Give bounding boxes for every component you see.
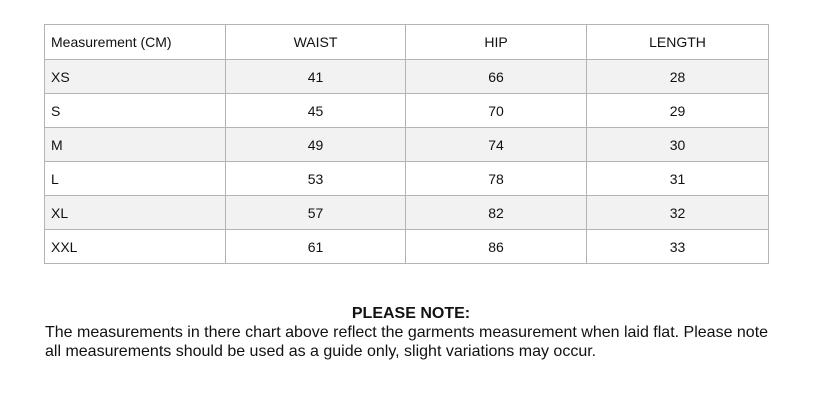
note-section: [45, 304, 775, 361]
size-cell: XL: [45, 196, 226, 230]
size-cell: XXL: [45, 230, 226, 264]
table-row: [45, 162, 769, 196]
length-cell: 32: [587, 196, 769, 230]
table-row: [45, 60, 769, 94]
waist-cell: 45: [226, 94, 406, 128]
hip-cell: 66: [406, 60, 587, 94]
waist-cell: 53: [226, 162, 406, 196]
note-body: The measurements in there chart above reflect the garments measurement when laid flat. Please note all measurements should be used as a guide only, slight variations may occur.: [45, 324, 769, 360]
length-cell: 33: [587, 230, 769, 264]
hip-cell: 78: [406, 162, 587, 196]
waist-cell: 57: [226, 196, 406, 230]
length-cell: 31: [587, 162, 769, 196]
waist-cell: 41: [226, 60, 406, 94]
table-row: [45, 196, 769, 230]
header-hip: HIP: [406, 25, 587, 60]
note-title: PLEASE NOTE:: [351, 305, 471, 322]
size-cell: L: [45, 162, 226, 196]
length-cell: 28: [587, 60, 769, 94]
size-cell: M: [45, 128, 226, 162]
waist-cell: 49: [226, 128, 406, 162]
table-body: [45, 60, 769, 264]
size-cell: S: [45, 94, 226, 128]
header-measurement: Measurement (CM): [45, 25, 226, 60]
size-cell: XS: [45, 60, 226, 94]
hip-cell: 74: [406, 128, 587, 162]
table-row: [45, 230, 769, 264]
table-row: [45, 128, 769, 162]
header-length: LENGTH: [587, 25, 769, 60]
table-row: [45, 94, 769, 128]
hip-cell: 70: [406, 94, 587, 128]
waist-cell: 61: [226, 230, 406, 264]
length-cell: 30: [587, 128, 769, 162]
table-header: [45, 25, 769, 60]
size-chart-table: [44, 24, 769, 264]
table-header-row: [45, 25, 769, 60]
length-cell: 29: [587, 94, 769, 128]
hip-cell: 86: [406, 230, 587, 264]
header-waist: WAIST: [226, 25, 406, 60]
hip-cell: 82: [406, 196, 587, 230]
